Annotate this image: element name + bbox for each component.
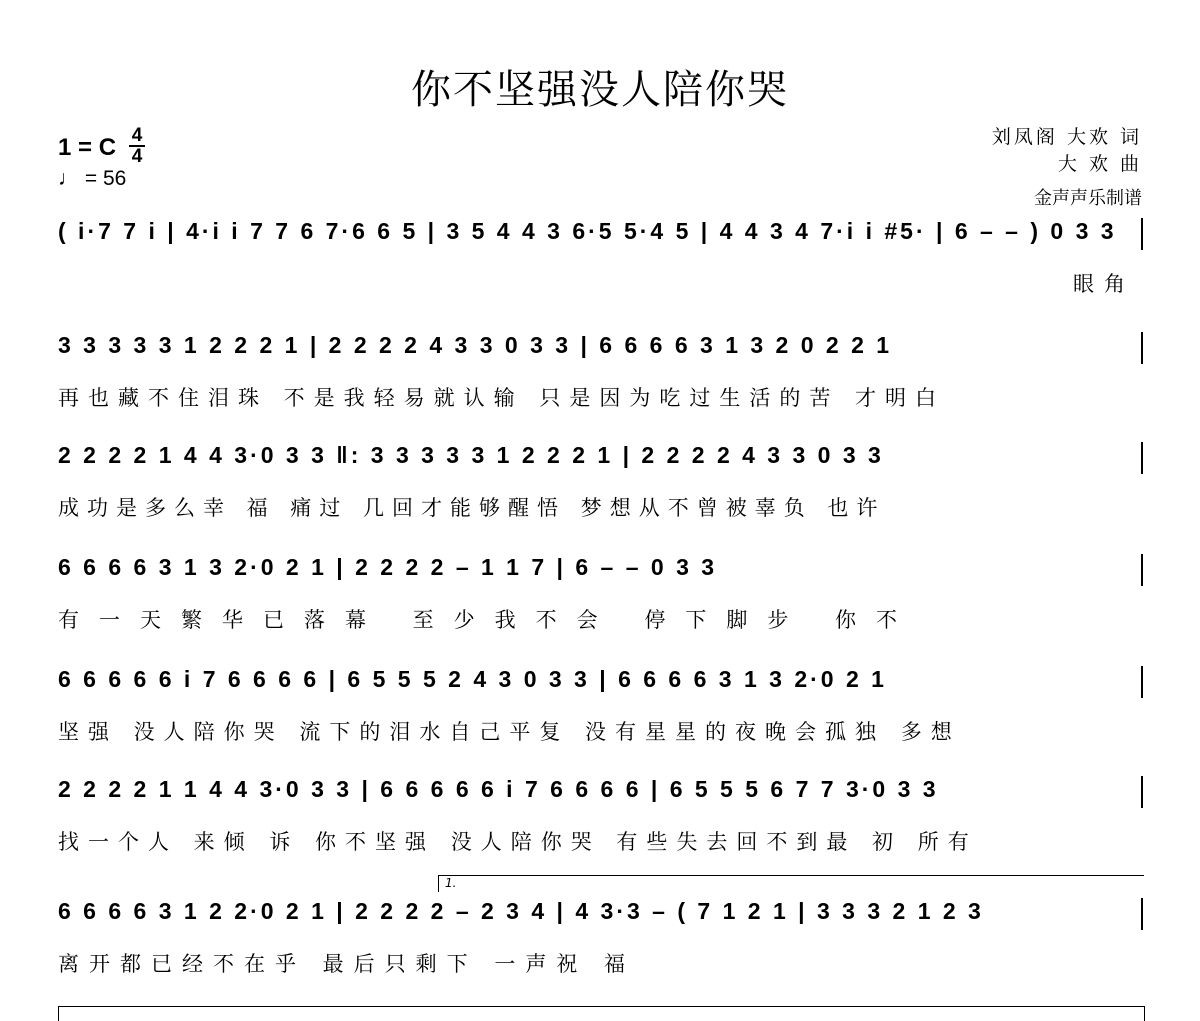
engraver-credit: 金声声乐制谱 [1034, 188, 1142, 208]
first-ending-label: 1. [445, 876, 457, 890]
barline [1141, 898, 1143, 930]
tempo-marking [58, 167, 126, 191]
barline [1141, 776, 1143, 808]
barline [1141, 218, 1143, 250]
time-signature-top: 4 [131, 125, 143, 146]
next-section-frame [58, 1006, 1145, 1021]
notes-line: 6 6 6 6 6 i 7 6 6 6 6 | 6 5 5 5 2 4 3 0 3 3 | 6 6 6 6 3 1 3 2·0 2 1 [58, 666, 887, 692]
notes-line: 2 2 2 2 1 4 4 3·0 3 3 ‖: 3 3 3 3 3 1 2 2 2 1 | 2 2 2 2 4 3 3 0 3 3 [58, 442, 884, 468]
tempo-value: = 56 [84, 167, 127, 190]
notes-line: 6 6 6 6 3 1 3 2·0 2 1 | 2 2 2 2 – 1 1 7 | 6 – – 0 3 3 [58, 554, 718, 580]
key-signature: 1 = C [58, 134, 117, 161]
barline [1141, 442, 1143, 474]
time-signature [128, 126, 146, 166]
lyrics-line: 坚强 没人陪你哭 流下的泪水自己平复 没有星星的夜晚会孤独 多想 [58, 720, 961, 744]
barline [1141, 666, 1143, 698]
barline [1141, 332, 1143, 364]
barline [1141, 554, 1143, 586]
lyrics-line: 成功是多么幸 福 痛过 几回才能够醒悟 梦想从不曾被辜负 也许 [58, 496, 886, 520]
composer-credit: 大 欢 曲 [1057, 153, 1142, 175]
lyrics-line: 眼角 [1073, 272, 1135, 296]
notes-line: ( i·7 7 i | 4·i i 7 7 6 7·6 6 5 | 3 5 4 4 3 6·5 5·4 5 | 4 4 3 4 7·i i #5· | 6 – – ) 0 3 3 [58, 218, 1117, 244]
lyricist-credit: 刘凤阁 大欢 词 [991, 126, 1142, 148]
lyrics-line: 再也藏不住泪珠 不是我轻易就认输 只是因为吃过生活的苦 才明白 [58, 386, 946, 410]
first-ending-bracket [438, 875, 1144, 892]
song-title: 你不坚强没人陪你哭 [411, 67, 789, 113]
notes-line: 2 2 2 2 1 1 4 4 3·0 3 3 | 6 6 6 6 6 i 7 6 6 6 6 | 6 5 5 5 6 7 7 3·0 3 3 [58, 776, 939, 802]
lyrics-line: 离开都已经不在乎 最后只剩下 一声祝 福 [58, 952, 636, 976]
notes-line: 6 6 6 6 3 1 2 2·0 2 1 | 2 2 2 2 – 2 3 4 | 4 3·3 – ( 7 1 2 1 | 3 3 3 2 1 2 3 [58, 898, 984, 924]
quarter-note-icon: ♩ [58, 167, 79, 190]
lyrics-line: 有一天繁华已落幕 至少我不会 停下脚步 你不 [58, 608, 918, 632]
notes-line: 3 3 3 3 3 1 2 2 2 1 | 2 2 2 2 4 3 3 0 3 3 | 6 6 6 6 3 1 3 2 0 2 2 1 [58, 332, 893, 358]
time-signature-bottom: 4 [131, 146, 143, 167]
lyrics-line: 找一个人 来倾 诉 你不坚强 没人陪你哭 有些失去回不到最 初 所有 [58, 830, 978, 854]
